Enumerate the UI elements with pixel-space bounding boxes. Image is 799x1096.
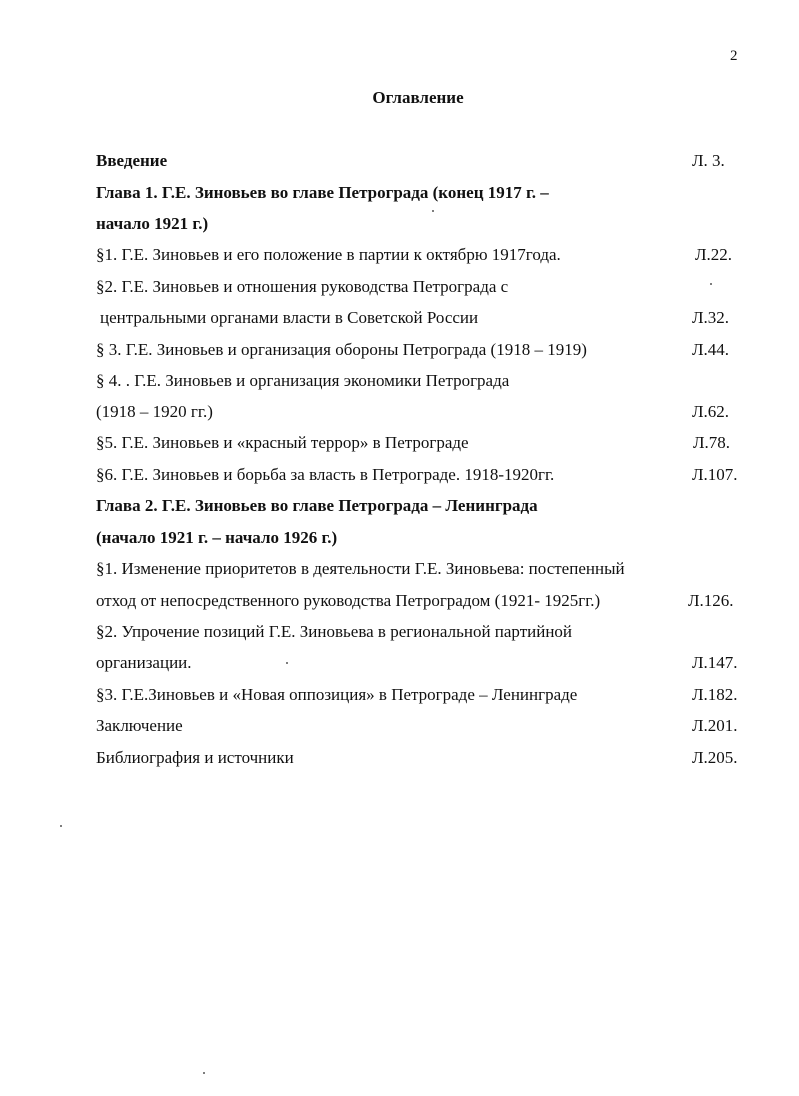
chapter2-title-line2: (начало 1921 г. – начало 1926 г.) bbox=[96, 528, 338, 547]
scan-speck bbox=[710, 283, 712, 285]
chapter2-section1-line2: отход от непосредственного руководства Петроградом (1921- 1925гг.) bbox=[96, 591, 601, 610]
scan-speck bbox=[286, 662, 288, 664]
toc-title: Оглавление bbox=[372, 88, 464, 107]
chapter1-section1-ref: Л.22. bbox=[695, 245, 733, 264]
scan-speck bbox=[432, 210, 434, 212]
toc-bibliography-label: Библиография и источники bbox=[96, 748, 294, 767]
chapter1-section4-ref: Л.62. bbox=[692, 402, 730, 421]
chapter1-section6-ref: Л.107. bbox=[692, 465, 738, 484]
chapter2-section2-line2: организации. bbox=[96, 653, 192, 672]
toc-conclusion-ref: Л.201. bbox=[692, 716, 738, 735]
toc-bibliography-ref: Л.205. bbox=[692, 748, 738, 767]
chapter1-section3-label: § 3. Г.Е. Зиновьев и организация обороны Петрограда (1918 – 1919) bbox=[96, 340, 587, 359]
page-number: 2 bbox=[730, 48, 738, 64]
chapter1-section6-label: §6. Г.Е. Зиновьев и борьба за власть в Петрограде. 1918-1920гг. bbox=[96, 465, 555, 484]
chapter1-section1-label: §1. Г.Е. Зиновьев и его положение в партии к октябрю 1917года. bbox=[96, 245, 561, 264]
toc-intro-label: Введение bbox=[96, 151, 168, 170]
scan-speck bbox=[60, 825, 62, 827]
chapter1-title-line1: Глава 1. Г.Е. Зиновьев во главе Петрограда (конец 1917 г. – bbox=[96, 183, 549, 202]
toc-intro-ref: Л. 3. bbox=[692, 151, 725, 170]
toc-conclusion-label: Заключение bbox=[96, 716, 183, 735]
chapter1-section2-ref: Л.32. bbox=[692, 308, 730, 327]
scan-speck bbox=[203, 1072, 205, 1074]
chapter1-section4-line1: § 4. . Г.Е. Зиновьев и организация экономики Петрограда bbox=[96, 371, 510, 390]
chapter2-section3-label: §3. Г.Е.Зиновьев и «Новая оппозиция» в Петрограде – Ленинграде bbox=[96, 685, 578, 704]
chapter2-section2-ref: Л.147. bbox=[692, 653, 738, 672]
chapter1-section3-ref: Л.44. bbox=[692, 340, 730, 359]
chapter1-section4-line2: (1918 – 1920 гг.) bbox=[96, 402, 213, 421]
chapter1-section5-ref: Л.78. bbox=[693, 433, 731, 452]
chapter1-section2-line1: §2. Г.Е. Зиновьев и отношения руководства Петрограда с bbox=[96, 277, 509, 296]
chapter2-section1-line1: §1. Изменение приоритетов в деятельности Г.Е. Зиновьева: постепенный bbox=[96, 559, 625, 578]
chapter1-section5-label: §5. Г.Е. Зиновьев и «красный террор» в Петрограде bbox=[96, 433, 469, 452]
chapter1-title-line2: начало 1921 г.) bbox=[96, 214, 209, 233]
chapter1-section2-line2: центральными органами власти в Советской России bbox=[100, 308, 479, 327]
chapter2-section3-ref: Л.182. bbox=[692, 685, 738, 704]
chapter2-section2-line1: §2. Упрочение позиций Г.Е. Зиновьева в региональной партийной bbox=[96, 622, 573, 641]
chapter2-title-line1: Глава 2. Г.Е. Зиновьев во главе Петрограда – Ленинграда bbox=[96, 496, 538, 515]
chapter2-section1-ref: Л.126. bbox=[688, 591, 734, 610]
